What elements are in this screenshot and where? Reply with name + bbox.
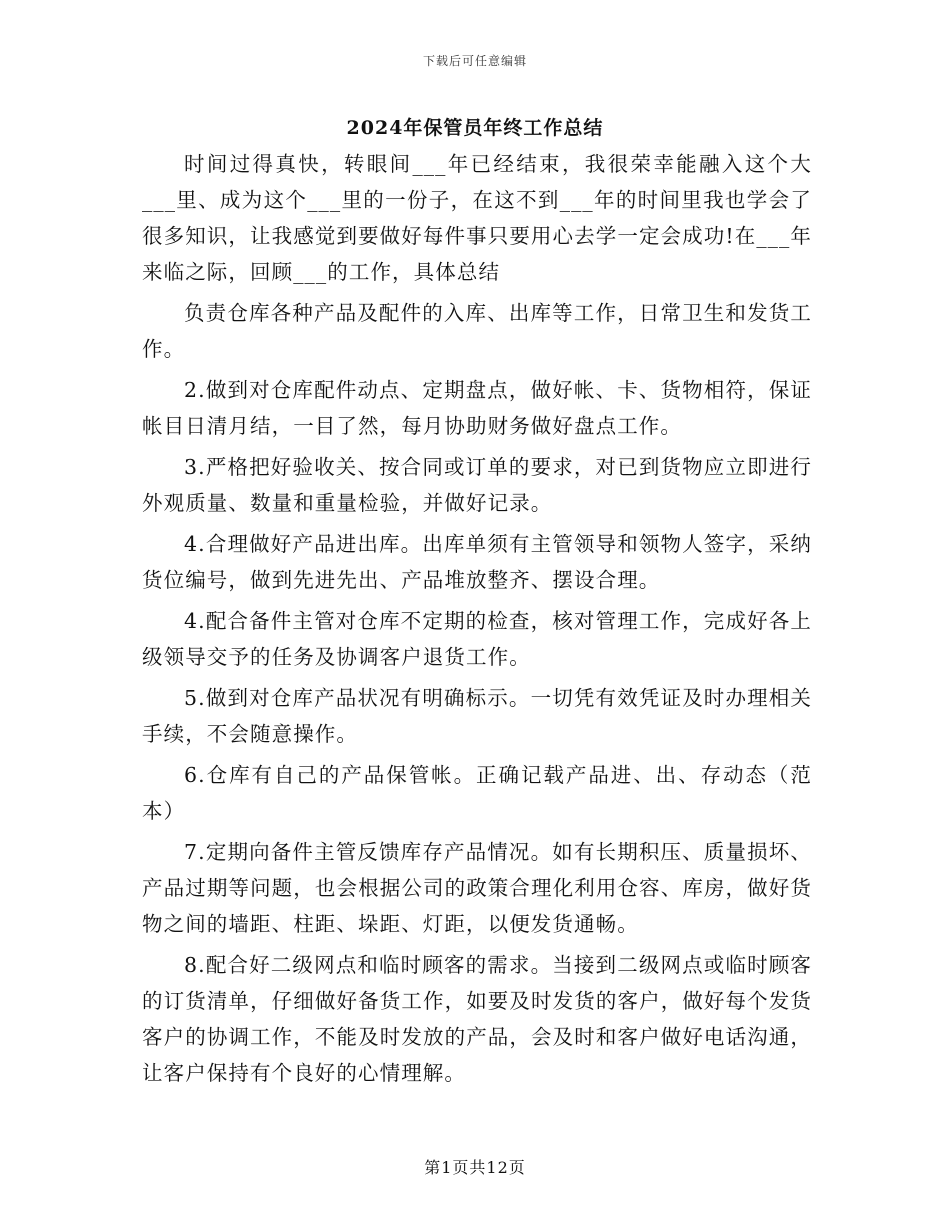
paragraph-intro: 时间过得真快，转眼间___年已经结束，我很荣幸能融入这个大___里、成为这个___里的一份子，在这不到___年的时间里我也学会了很多知识，让我感觉到要做好每件事只要用心去学一定会成功!在___年来临之际，回顾___的工作，具体总结 [142, 152, 812, 284]
paragraph-item-4a: 4.合理做好产品进出库。出库单须有主管领导和领物人签字，采纳货位编号，做到先进先出、产品堆放整齐、摆设合理。 [142, 532, 812, 592]
paragraph-item-5: 5.做到对仓库产品状况有明确标示。一切凭有效凭证及时办理相关手续，不会随意操作。 [142, 686, 812, 746]
paragraph-item-6: 6.仓库有自己的产品保管帐。正确记载产品进、出、存动态（范本） [142, 763, 812, 823]
paragraph-item-7: 7.定期向备件主管反馈库存产品情况。如有长期积压、质量损坏、产品过期等问题，也会根据公司的政策合理化利用仓容、库房，做好货物之间的墙距、柱距、垛距、灯距，以便发货通畅。 [142, 840, 812, 936]
page-number: 第1页共12页 [424, 1158, 526, 1177]
header-note: 下载后可任意编辑 [422, 54, 527, 68]
paragraph-item-4b: 4.配合备件主管对仓库不定期的检查，核对管理工作，完成好各上级领导交予的任务及协调客户退货工作。 [142, 609, 812, 669]
paragraph-duties: 负责仓库各种产品及配件的入库、出库等工作，日常卫生和发货工作。 [142, 301, 812, 361]
paragraph-item-8: 8.配合好二级网点和临时顾客的需求。当接到二级网点或临时顾客的订货清单，仔细做好备货工作，如要及时发货的客户，做好每个发货客户的协调工作，不能及时发放的产品，会及时和客户做好电话沟通，让客户保持有个良好的心情理解。 [142, 953, 812, 1085]
paragraph-item-3: 3.严格把好验收关、按合同或订单的要求，对已到货物应立即进行外观质量、数量和重量检验，并做好记录。 [142, 455, 812, 515]
document-title: 2024年保管员年终工作总结 [346, 117, 604, 139]
paragraph-item-2: 2.做到对仓库配件动点、定期盘点，做好帐、卡、货物相符，保证帐目日清月结，一目了然，每月协助财务做好盘点工作。 [142, 378, 812, 438]
document-body [142, 146, 812, 1096]
